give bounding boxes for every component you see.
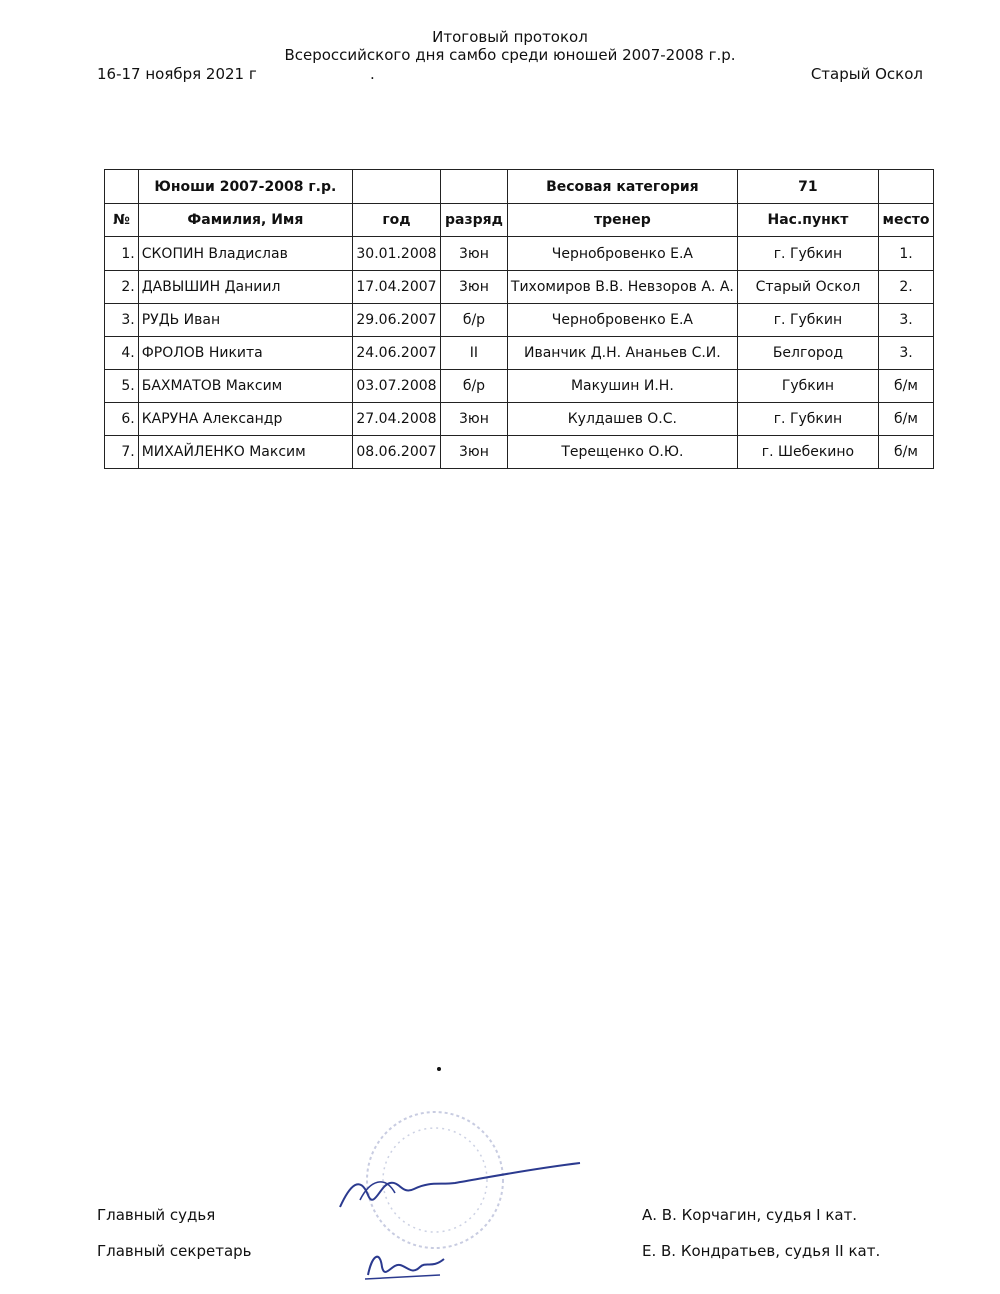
row-number: 6. xyxy=(105,403,139,436)
column-header: Фамилия, Имя xyxy=(138,204,352,237)
sport-rank: 3юн xyxy=(440,271,507,304)
hometown: Старый Оскол xyxy=(737,271,878,304)
table-row xyxy=(105,403,934,436)
athlete-name: КАРУНА Александр xyxy=(138,403,352,436)
final-place: 3. xyxy=(879,337,934,370)
event-title: Всероссийского дня самбо среди юношей 2007-2008 г.р. xyxy=(284,46,736,64)
column-header: год xyxy=(353,204,441,237)
birth-date: 30.01.2008 xyxy=(353,237,441,271)
sport-rank: 3юн xyxy=(440,436,507,469)
table-row xyxy=(105,370,934,403)
sport-rank: б/р xyxy=(440,304,507,337)
coach-name: Чернобровенко Е.А xyxy=(507,237,737,271)
weight-category-label: Весовая категория xyxy=(507,170,737,204)
athlete-name: СКОПИН Владислав xyxy=(138,237,352,271)
row-number: 3. xyxy=(105,304,139,337)
athlete-name: ДАВЫШИН Даниил xyxy=(138,271,352,304)
chief-judge-label: Главный судья xyxy=(97,1206,216,1224)
coach-name: Иванчик Д.Н. Ананьев С.И. xyxy=(507,337,737,370)
hometown: г. Шебекино xyxy=(737,436,878,469)
final-place: б/м xyxy=(879,370,934,403)
group-label: Юноши 2007-2008 г.р. xyxy=(138,170,352,204)
table-row xyxy=(105,337,934,370)
hometown: г. Губкин xyxy=(737,304,878,337)
weight-category-value: 71 xyxy=(737,170,878,204)
table-row xyxy=(105,436,934,469)
sport-rank: б/р xyxy=(440,370,507,403)
birth-date: 08.06.2007 xyxy=(353,436,441,469)
final-place: 3. xyxy=(879,304,934,337)
athlete-name: ФРОЛОВ Никита xyxy=(138,337,352,370)
hometown: Губкин xyxy=(737,370,878,403)
table-group-row xyxy=(105,170,934,204)
row-number: 5. xyxy=(105,370,139,403)
birth-date: 29.06.2007 xyxy=(353,304,441,337)
chief-judge-name: А. В. Корчагин, судья I кат. xyxy=(642,1206,858,1224)
column-header: № xyxy=(105,204,139,237)
hometown: Белгород xyxy=(737,337,878,370)
event-dates: 16-17 ноября 2021 г xyxy=(97,65,257,83)
birth-date: 03.07.2008 xyxy=(353,370,441,403)
table-row xyxy=(105,237,934,271)
row-number: 4. xyxy=(105,337,139,370)
column-header: место xyxy=(879,204,934,237)
final-place: 1. xyxy=(879,237,934,271)
birth-date: 24.06.2007 xyxy=(353,337,441,370)
event-city: Старый Оскол xyxy=(810,65,923,83)
birth-date: 27.04.2008 xyxy=(353,403,441,436)
birth-date: 17.04.2007 xyxy=(353,271,441,304)
column-header: тренер xyxy=(507,204,737,237)
row-number: 2. xyxy=(105,271,139,304)
table-row xyxy=(105,271,934,304)
results-table xyxy=(104,169,934,469)
sport-rank: 3юн xyxy=(440,237,507,271)
chief-secretary-name: Е. В. Кондратьев, судья II кат. xyxy=(642,1242,881,1260)
chief-judge-signature-icon xyxy=(330,1155,590,1215)
chief-secretary-signature-icon xyxy=(360,1245,450,1285)
athlete-name: РУДЬ Иван xyxy=(138,304,352,337)
final-place: б/м xyxy=(879,436,934,469)
coach-name: Терещенко О.Ю. xyxy=(507,436,737,469)
coach-name: Кулдашев О.С. xyxy=(507,403,737,436)
column-header: разряд xyxy=(440,204,507,237)
row-number: 7. xyxy=(105,436,139,469)
final-place: 2. xyxy=(879,271,934,304)
column-header: Нас.пункт xyxy=(737,204,878,237)
coach-name: Макушин И.Н. xyxy=(507,370,737,403)
athlete-name: МИХАЙЛЕНКО Максим xyxy=(138,436,352,469)
hometown: г. Губкин xyxy=(737,237,878,271)
stray-mark xyxy=(437,1067,441,1071)
protocol-title: Итоговый протокол xyxy=(432,28,588,46)
header-dot: . xyxy=(370,65,375,83)
row-number: 1. xyxy=(105,237,139,271)
athlete-name: БАХМАТОВ Максим xyxy=(138,370,352,403)
sport-rank: II xyxy=(440,337,507,370)
hometown: г. Губкин xyxy=(737,403,878,436)
coach-name: Чернобровенко Е.А xyxy=(507,304,737,337)
final-place: б/м xyxy=(879,403,934,436)
chief-secretary-label: Главный секретарь xyxy=(97,1242,252,1260)
table-header-row xyxy=(105,204,934,237)
table-row xyxy=(105,304,934,337)
sport-rank: 3юн xyxy=(440,403,507,436)
coach-name: Тихомиров В.В. Невзоров А. А. xyxy=(507,271,737,304)
